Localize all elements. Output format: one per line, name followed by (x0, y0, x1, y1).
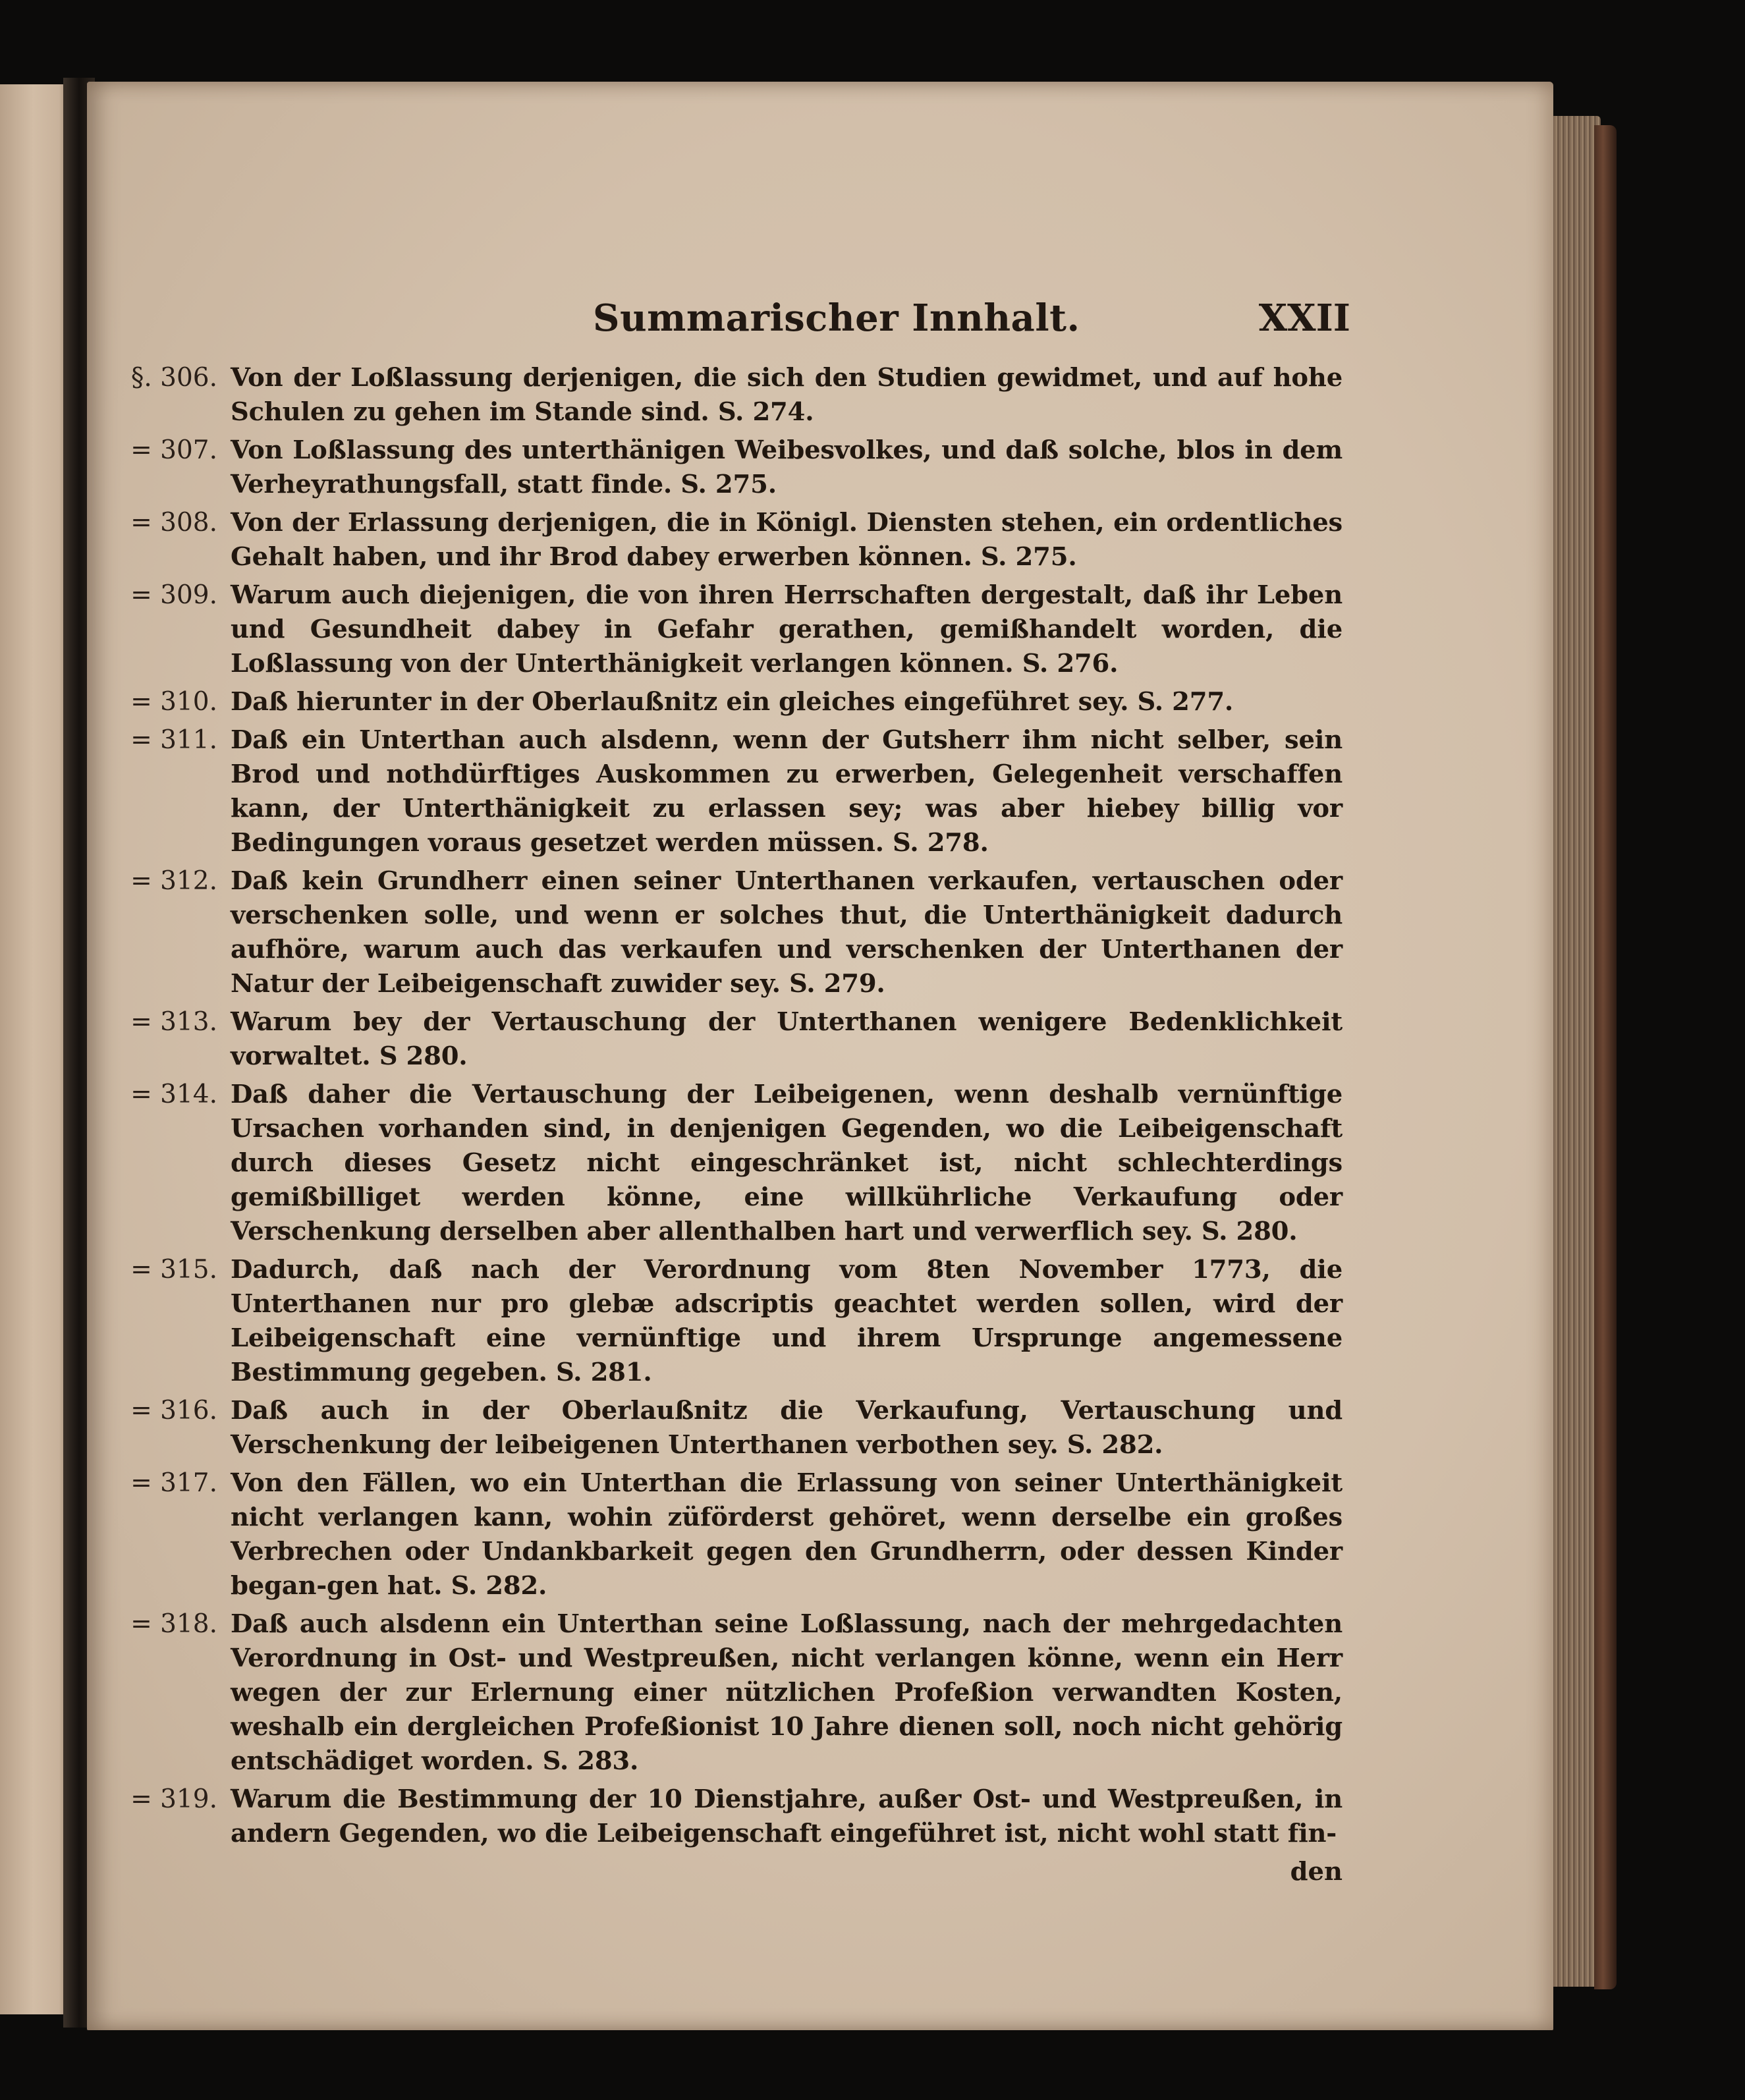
entry-text: Daß kein Grundherr einen seiner Unterthanen verkaufen, vertauschen oder verschenken solle, und wenn er solches thut, die Unterthänigkeit dadurch aufhöre, warum auch das verkaufen und verschenken der Unterthanen der Natur der Leibeigenschaft zuwider sey. S. 279. (231, 866, 1343, 999)
section-number: = 313. (130, 1007, 217, 1037)
section-number: = 319. (130, 1784, 217, 1814)
entry-text: Von den Fällen, wo ein Unterthan die Erlassung von seiner Unterthänigkeit nicht verlangen kann, wohin züförderst gehöret, wenn derselbe ein großes Verbrechen oder Undankbarkeit gegen den Grundherrn, oder dessen Kinder began-gen hat. S. 282. (231, 1468, 1343, 1601)
entry-317 (130, 1466, 1343, 1603)
entry-319 (130, 1782, 1343, 1851)
entry-text: Daß daher die Vertauschung der Leibeigenen, wenn deshalb vernünftige Ursachen vorhanden sind, in denjenigen Gegenden, wo die Leibeigenschaft durch dieses Gesetz nicht eingeschränket ist, nicht schlechterdings gemißbilliget werden könne, eine willkührliche Verkaufung oder Verschenkung derselben aber allenthalben hart und verwerflich sey. S. 280. (231, 1080, 1343, 1246)
summary-entries (130, 361, 1343, 1889)
entry-311 (130, 723, 1343, 860)
entry-308 (130, 506, 1343, 574)
entry-306 (130, 361, 1343, 429)
entry-text: Dadurch, daß nach der Verordnung vom 8ten November 1773, die Unterthanen nur pro glebæ adscriptis geachtet werden sollen, wird der Leibeigenschaft eine vernünftige und ihrem Ursprunge angemessene Bestimmung gegeben. S. 281. (231, 1255, 1343, 1387)
section-number: = 311. (130, 725, 217, 755)
entry-309 (130, 578, 1343, 681)
entry-310 (130, 685, 1343, 719)
section-number: = 308. (130, 508, 217, 538)
entry-text: Warum die Bestimmung der 10 Dienstjahre, außer Ost- und Westpreußen, in andern Gegenden, wo die Leibeigenschaft eingeführet ist, nicht wohl statt fin- (231, 1784, 1343, 1848)
catchword: den (1290, 1857, 1343, 1887)
section-number: = 318. (130, 1609, 217, 1639)
section-number: = 309. (130, 580, 217, 610)
entry-text: Von Loßlassung des unterthänigen Weibesvolkes, und daß solche, blos in dem Verheyrathungsfall, statt finde. S. 275. (231, 435, 1343, 499)
entry-318 (130, 1607, 1343, 1779)
section-number: = 317. (130, 1468, 217, 1498)
entry-314 (130, 1078, 1343, 1249)
entry-307 (130, 433, 1343, 502)
book-cover-edge (1594, 125, 1617, 1989)
section-number: §. 306. (130, 363, 217, 393)
page-number: XXII (1258, 296, 1350, 340)
section-number: = 314. (130, 1080, 217, 1109)
entry-text: Daß ein Unterthan auch alsdenn, wenn der Gutsherr ihm nicht selber, sein Brod und nothdürftiges Auskommen zu erwerben, Gelegenheit verschaffen kann, der Unterthänigkeit zu erlassen sey; was aber hiebey billig vor Bedingungen voraus gesetzet werden müssen. S. 278. (231, 725, 1343, 858)
section-number: = 312. (130, 866, 217, 896)
section-number: = 310. (130, 687, 217, 717)
entry-316 (130, 1394, 1343, 1462)
entry-text: Daß hierunter in der Oberlaußnitz ein gleiches eingeführet sey. S. 277. (231, 687, 1234, 717)
section-number: = 307. (130, 435, 217, 465)
entry-text: Daß auch alsdenn ein Unterthan seine Loßlassung, nach der mehrgedachten Verordnung in Ost- und Westpreußen, nicht verlangen könne, wenn ein Herr wegen der zur Erlernung einer nützlichen Profeßion verwandten Kosten, weshalb ein dergleichen Profeßionist 10 Jahre dienen soll, noch nicht gehörig entschädiget worden. S. 283. (231, 1609, 1343, 1776)
page-fore-edge (1549, 116, 1601, 1987)
section-number: = 316. (130, 1396, 217, 1425)
entry-312 (130, 864, 1343, 1001)
catchword-line (231, 1855, 1343, 1889)
running-head (593, 296, 1350, 356)
entry-text: Von der Erlassung derjenigen, die in Königl. Diensten stehen, ein ordentliches Gehalt haben, und ihr Brod dabey erwerben können. S. 275. (231, 508, 1343, 572)
page-title: Summarischer Innhalt. (593, 296, 1080, 340)
entry-313 (130, 1005, 1343, 1074)
entry-text: Warum bey der Vertauschung der Unterthanen wenigere Bedenklichkeit vorwaltet. S 280. (231, 1007, 1343, 1071)
entry-text: Daß auch in der Oberlaußnitz die Verkaufung, Vertauschung und Verschenkung der leibeigenen Unterthanen verbothen sey. S. 282. (231, 1396, 1343, 1460)
entry-text: Von der Loßlassung derjenigen, die sich den Studien gewidmet, und auf hohe Schulen zu gehen im Stande sind. S. 274. (231, 363, 1343, 427)
entry-315 (130, 1253, 1343, 1390)
entry-text: Warum auch diejenigen, die von ihren Herrschaften dergestalt, daß ihr Leben und Gesundheit dabey in Gefahr gerathen, gemißhandelt worden, die Loßlassung von der Unterthänigkeit verlangen können. S. 276. (231, 580, 1343, 678)
section-number: = 315. (130, 1255, 217, 1285)
